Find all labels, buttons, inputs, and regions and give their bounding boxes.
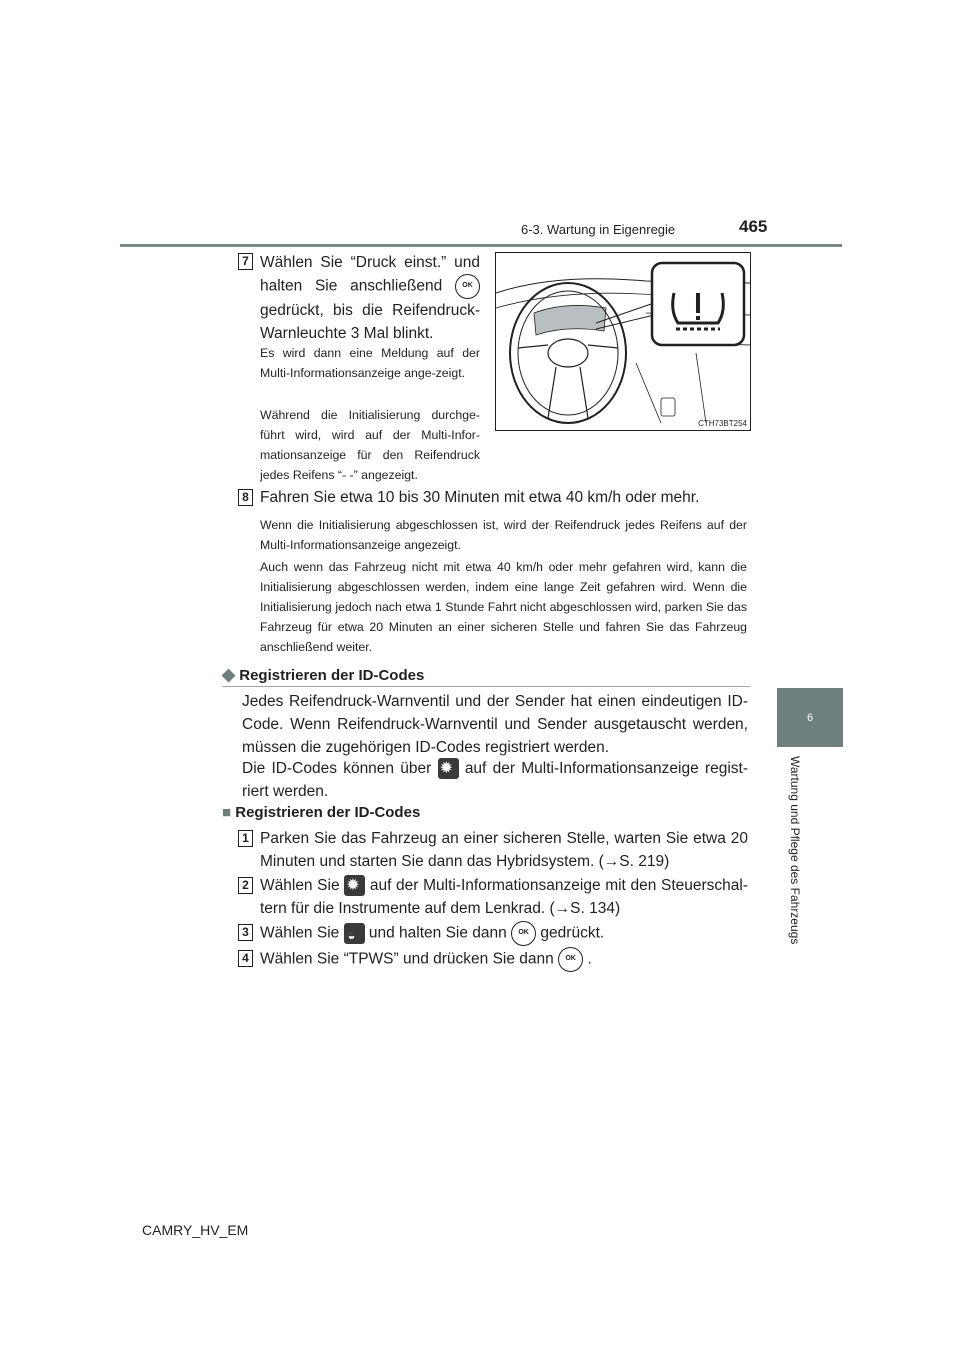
page-number: 465 <box>739 217 768 236</box>
subsection-title: Registrieren der ID-Codes <box>235 804 421 821</box>
header-section-title: 6-3. Wartung in Eigenregie <box>521 222 676 237</box>
square-bullet-icon: ■ <box>222 804 232 821</box>
section-paragraph-2-a: Die ID-Codes können über <box>242 760 432 777</box>
subsection-heading <box>222 804 420 821</box>
ok-button-icon: OK <box>558 947 583 972</box>
sub-step-3-text-a: Wählen Sie <box>260 924 340 942</box>
step-number-4: 4 <box>238 950 253 967</box>
sub-step-3-text <box>260 921 748 946</box>
sub-step-4-text-b: . <box>587 950 592 968</box>
step-8-text: Fahren Sie etwa 10 bis 30 Minuten mit etwa 40 km/h oder mehr. <box>260 489 700 506</box>
sub-step-1-text: Parken Sie das Fahrzeug an einer sicheren Stelle, warten Sie etwa 20 Minuten und starten Sie dann das Hybridsystem. (→S. 219) <box>260 830 748 870</box>
figure-code: CTH73BT254 <box>698 419 747 428</box>
step-7-text-a: Wählen Sie “Druck einst.” und halten Sie anschließend <box>260 254 480 295</box>
sub-step-3-text-c: gedrückt. <box>540 924 605 942</box>
settings-gear-icon <box>344 875 365 896</box>
section-title: Registrieren der ID-Codes <box>239 667 425 684</box>
diamond-bullet-icon: ◆ <box>222 665 236 684</box>
header-divider <box>120 244 842 247</box>
sub-step-2-text-a: Wählen Sie <box>260 877 340 894</box>
step-7-text-b: gedrückt, bis die Reifendruck-Warnleuchte 3 Mal blinkt. <box>260 302 480 342</box>
sub-step-4-text-a: Wählen Sie “TPWS” und drücken Sie dann <box>260 950 554 968</box>
step-number-1: 1 <box>238 830 253 847</box>
step-7-text <box>260 251 480 345</box>
vehicle-settings-icon <box>344 923 365 944</box>
dashboard-illustration <box>495 252 751 431</box>
chapter-label: Wartung und Pflege des Fahrzeugs <box>788 756 802 945</box>
dashboard-drawing <box>496 253 751 431</box>
step-8-note-1: Wenn die Initialisierung abgeschlossen ist, wird der Reifendruck jedes Reifens auf der Multi-Informationsanzeige angezeigt. <box>260 518 747 552</box>
step-8-note-2: Auch wenn das Fahrzeug nicht mit etwa 40 km/h oder mehr gefahren wird, kann die Initialisierung abgeschlossen werden, indem eine lange Zeit gefahren wird. Wenn die Initialisierung jedoch nach etwa 1 Stunde Fahrt nicht abgeschlossen wird, parken Sie das Fahrzeug für etwa 20 Minuten an einer sicheren Stelle und fahren Sie das Fahrzeug anschließend weiter. <box>260 560 747 654</box>
sub-step-3-text-b: und halten Sie dann <box>368 924 507 942</box>
ok-button-icon: OK <box>455 274 480 299</box>
step-number-8: 8 <box>238 489 253 506</box>
step-number-2: 2 <box>238 877 253 894</box>
chapter-tab: 6 <box>777 688 843 747</box>
section-paragraph-2 <box>242 757 748 803</box>
settings-gear-icon <box>438 758 459 779</box>
section-paragraph-1: Jedes Reifendruck-Warnventil und der Sender hat einen eindeutigen ID-Code. Wenn Reifendruck-Warnventil und Sender ausgetauscht werden, müssen die zugehörigen ID-Codes registriert werden. <box>242 693 748 756</box>
sub-step-4-text <box>260 947 748 972</box>
sub-step-2-text-b: auf der Multi-Informationsanzeige mit den Steuerschal-tern für die Instrumente auf dem Lenkrad. (→S. 134) <box>260 877 748 917</box>
section-paragraph-2-b: auf der Multi-Informationsanzeige regist-riert werden. <box>242 760 749 800</box>
section-divider <box>222 686 750 687</box>
footer-model-code: CAMRY_HV_EM <box>142 1222 249 1238</box>
section-heading <box>222 665 424 685</box>
ok-button-icon: OK <box>511 921 536 946</box>
step-number-3: 3 <box>238 924 253 941</box>
sub-step-2-text <box>260 874 748 920</box>
step-number-7: 7 <box>238 253 253 270</box>
step-7-note-2: Während die Initialisierung durchge-führt wird, wird auf der Multi-Infor-mationsanzeige für den Reifendruck jedes Reifens “- -” angezeigt. <box>260 408 480 482</box>
step-7-note-1: Es wird dann eine Meldung auf der Multi-Informationsanzeige ange-zeigt. <box>260 346 480 380</box>
